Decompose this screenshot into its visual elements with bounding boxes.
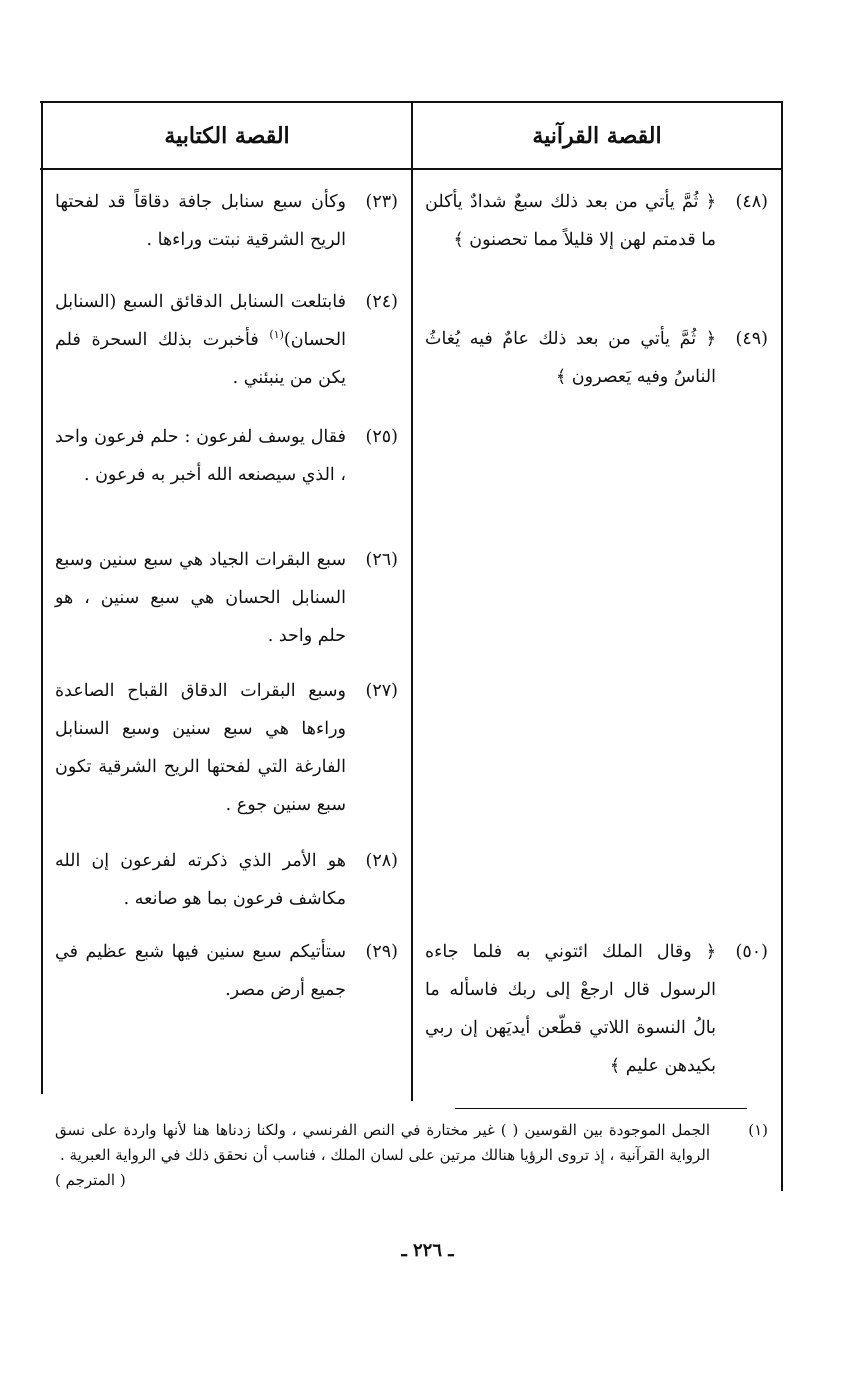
footnote-signature: ( المترجم ): [55, 1171, 126, 1189]
verse-text: ﴿ وقال الملك ائتوني به فلما جاءه الرسول قال ارجعْ إلى ربك فاسأله ما بالُ النسوة اللاتي قطّعن أيديَهن إن ربي بكيدهن عليم ﴾: [425, 942, 716, 1076]
verse-number: (٤٨): [735, 192, 768, 212]
table-right-rule: [781, 101, 783, 1191]
verse-text: [55, 283, 346, 397]
bible-column-title: القصة الكتابية: [164, 123, 290, 149]
verse-text-part: فابتلعت السنابل الدقائق السبع (السنابل الحسان): [55, 292, 346, 350]
verse-text: فقال يوسف لفرعون : حلم فرعون واحد ، الذي سيصنعه الله أخبر به فرعون .: [55, 427, 346, 485]
bible-verse-29: [55, 933, 398, 1009]
verse-text: وسبع البقرات الدقاق القباح الصاعدة وراءها هي سبع سنين وسبع السنابل الفارغة التي لفحتها الريح الشرقية تكون سبع سنين جوع .: [55, 681, 346, 815]
bible-verse-23: [55, 183, 398, 259]
table-left-rule: [41, 101, 43, 1094]
footnote: [55, 1118, 768, 1193]
verse-text: سبع البقرات الجياد هي سبع سنين وسبع السنابل الحسان هي سبع سنين ، هو حلم واحد .: [55, 550, 346, 646]
verse-number: (٢٨): [365, 851, 398, 871]
bible-verse-25: [55, 418, 398, 494]
footnote-text-block: [55, 1118, 710, 1193]
quran-column-title: القصة القرآنية: [532, 123, 662, 149]
verse-text: ستأتيكم سبع سنين فيها شبع عظيم في جميع أرض مصر.: [55, 942, 346, 1000]
footnote-separator: [455, 1108, 747, 1109]
verse-text: هو الأمر الذي ذكرته لفرعون إن الله مكاشف فرعون بما هو صانعه .: [55, 851, 346, 909]
verse-text: ﴿ ثُمَّ يأتي من بعد ذلك سبعٌ شدادٌ يأكلن ما قدمتم لهن إلا قليلاً مما تحصنون ﴾: [425, 192, 716, 250]
footnote-marker: (١): [269, 328, 284, 342]
quran-verse-50: [425, 933, 768, 1085]
verse-text: ﴿ ثُمَّ يأتي من بعد ذلك عامٌ فيه يُغاثُ الناسُ وفيه يَعصرون ﴾: [425, 329, 716, 387]
bible-verse-28: [55, 842, 398, 918]
verse-number: (٢٦): [365, 550, 398, 570]
verse-number: (٢٧): [365, 681, 398, 701]
verse-text: وكأن سبع سنابل جافة دقاقاً قد لفحتها الريح الشرقية نبتت وراءها .: [55, 192, 346, 250]
verse-number: (٤٩): [735, 329, 768, 349]
quran-verse-48: [425, 183, 768, 259]
quran-verse-49: [425, 320, 768, 396]
footnote-text: الجمل الموجودة بين القوسين ( ) غير مختارة في النص الفرنسي ، ولكنا زدناها هنا لأنها واردة على نسق الرواية القرآنية ، إذ تروى الرؤيا هنالك مرتين على لسان الملك ، فناسب أن نحقق ذلك في الرواية العبرية .: [55, 1121, 710, 1164]
verse-number: (٢٣): [365, 192, 398, 212]
table-middle-rule: [411, 101, 413, 1101]
bible-verse-24: [55, 283, 398, 397]
verse-number: (٢٤): [365, 292, 398, 312]
verse-number: (٥٠): [735, 942, 768, 962]
page-number: ـ ٢٢٦ ـ: [401, 1240, 454, 1261]
bible-verse-26: [55, 541, 398, 655]
verse-number: (٢٥): [365, 427, 398, 447]
verse-text-part: فأخبرت بذلك السحرة فلم يكن من ينبئني .: [55, 330, 346, 388]
verse-number: (٢٩): [365, 942, 398, 962]
footnote-number: (١): [748, 1121, 768, 1139]
bible-verse-27: [55, 672, 398, 824]
